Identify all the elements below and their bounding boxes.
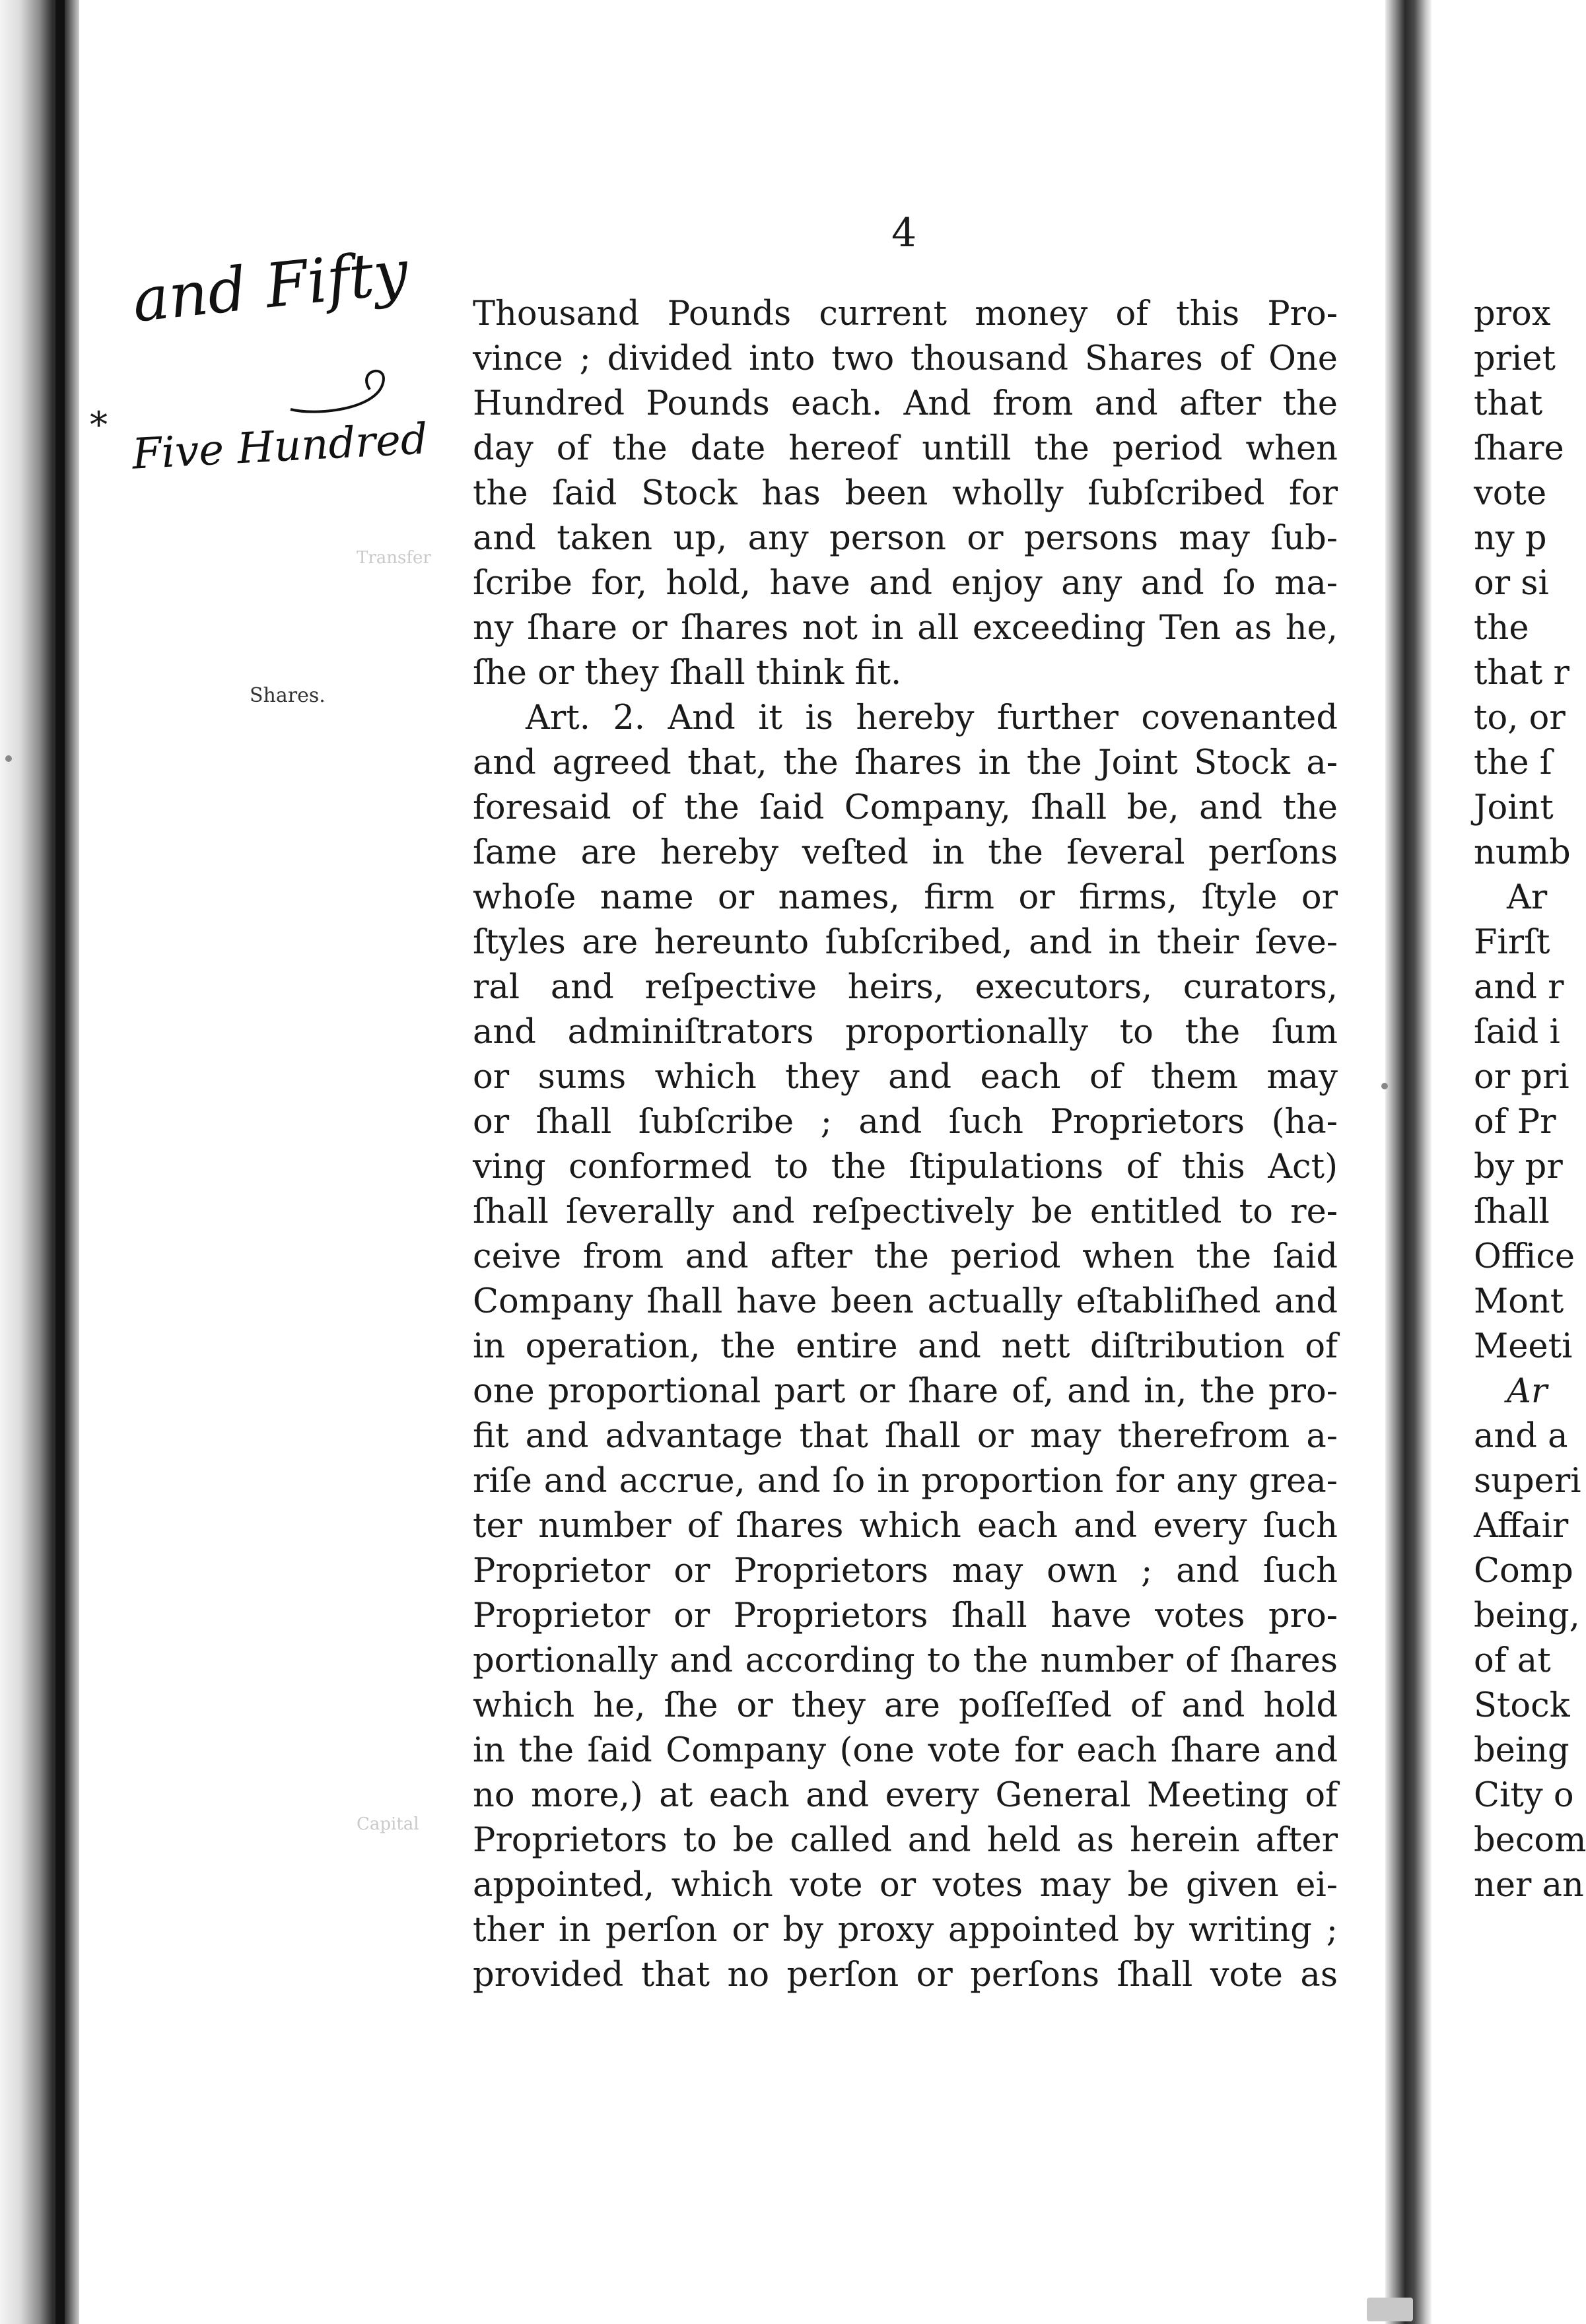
text-line: in operation, the entire and nett diſtribution of [473, 1327, 1338, 1366]
facing-text-line: of Pr [1474, 1103, 1556, 1142]
facing-text-line: ſaid i [1474, 1013, 1560, 1052]
handwritten-annotation-and-fifty: and Fifty [129, 236, 411, 336]
ink-spot [1381, 1083, 1388, 1089]
facing-text-line: Ar [1507, 878, 1548, 917]
facing-text-line: Stock [1474, 1686, 1570, 1725]
text-line: ſame are hereby veſted in the ſeveral perſons [473, 833, 1338, 872]
text-line: Proprietors to be called and held as herein after [473, 1821, 1338, 1860]
page-gutter [0, 0, 79, 2324]
text-line: one proportional part or ſhare of, and in, the pro- [473, 1372, 1338, 1411]
text-line: ſhe or they ſhall think fit. [473, 654, 902, 693]
facing-text-line: of at [1474, 1641, 1551, 1680]
facing-text-line: Firſt [1474, 923, 1550, 962]
text-line: ceive from and after the period when the ſaid [473, 1237, 1338, 1276]
facing-text-line: becom [1474, 1821, 1586, 1860]
text-line: riſe and accrue, and ſo in proportion for any grea- [473, 1462, 1338, 1501]
facing-text-line: Mont [1474, 1282, 1564, 1321]
text-line: foresaid of the ſaid Company, ſhall be, and the [473, 788, 1338, 827]
text-line: Art. 2. And it is hereby further covenanted [526, 699, 1338, 737]
text-line: ving conformed to the ſtipulations of this Act) [473, 1147, 1338, 1186]
facing-text-line: by pr [1474, 1147, 1563, 1186]
text-line: ny ſhare or ſhares not in all exceeding Ten as he, [473, 609, 1338, 648]
text-line: Proprietor or Proprietors ſhall have votes pro- [473, 1596, 1338, 1635]
page-number: 4 [891, 210, 918, 256]
facing-text-line: numb [1474, 833, 1571, 872]
text-line: ral and reſpective heirs, executors, curators, [473, 968, 1338, 1007]
text-line: in the ſaid Company (one vote for each ſhare and [473, 1731, 1338, 1770]
text-line: Thousand Pounds current money of this Pro- [473, 294, 1338, 333]
facing-text-line: or si [1474, 564, 1549, 603]
facing-text-line: that r [1474, 654, 1569, 693]
facing-text-line: Affair [1474, 1507, 1569, 1546]
facing-text-line: Ar [1507, 1372, 1548, 1411]
facing-text-line: priet [1474, 339, 1556, 378]
handwritten-annotation-five-hundred: Five Hundred [131, 415, 429, 479]
text-line: appointed, which vote or votes may be given ei- [473, 1866, 1338, 1905]
facing-text-line: ſhare [1474, 429, 1564, 468]
margin-note-shares: Shares. [250, 684, 326, 707]
facing-text-line: ſhall [1474, 1192, 1550, 1231]
facing-text-line: the [1474, 609, 1529, 648]
text-line: no more,) at each and every General Meeting of [473, 1776, 1338, 1815]
text-line: and taken up, any person or persons may ſub- [473, 519, 1338, 558]
archive-stamp-logo [1367, 2298, 1413, 2321]
text-line: and adminiſtrators proportionally to the ſum [473, 1013, 1338, 1052]
asterisk-mark: * [90, 404, 108, 446]
facing-text-line: being [1474, 1731, 1569, 1770]
text-line: or ſhall ſubſcribe ; and ſuch Proprietors (ha- [473, 1103, 1338, 1142]
handwritten-flourish [277, 310, 396, 423]
text-line: Hundred Pounds each. And from and after the [473, 384, 1338, 423]
facing-text-line: ny p [1474, 519, 1547, 558]
facing-text-line: that [1474, 384, 1543, 423]
text-line: the ſaid Stock has been wholly ſubſcribed for [473, 474, 1338, 513]
text-line: ſcribe for, hold, have and enjoy any and ſo ma- [473, 564, 1338, 603]
ink-spot [5, 755, 12, 762]
facing-text-line: or pri [1474, 1058, 1569, 1097]
facing-text-line: prox [1474, 294, 1551, 333]
facing-text-line: and a [1474, 1417, 1568, 1456]
bleed-through-note: Capital [357, 1814, 419, 1834]
facing-text-line: Joint [1474, 788, 1554, 827]
text-line: fit and advantage that ſhall or may therefrom a- [473, 1417, 1338, 1456]
text-line: whoſe name or names, firm or firms, ſtyle or [473, 878, 1338, 917]
text-line: ſhall ſeverally and reſpectively be entitled to re- [473, 1192, 1338, 1231]
facing-text-line: the ſ [1474, 743, 1552, 782]
facing-text-line: City o [1474, 1776, 1574, 1815]
page-fold [1385, 0, 1431, 2324]
facing-text-line: being, [1474, 1596, 1580, 1635]
text-line: and agreed that, the ſhares in the Joint Stock a- [473, 743, 1338, 782]
body-text [473, 292, 1338, 1998]
text-line: portionally and according to the number of ſhares [473, 1641, 1338, 1680]
text-line: Proprietor or Proprietors may own ; and ſuch [473, 1552, 1338, 1590]
bleed-through-note: Transfer [357, 548, 431, 568]
facing-page-text [1474, 292, 1586, 1908]
text-line: day of the date hereof untill the period when [473, 429, 1338, 468]
text-line: provided that no perſon or perſons ſhall vote as [473, 1956, 1338, 1995]
text-line: ther in perſon or by proxy appointed by writing ; [473, 1911, 1338, 1950]
text-line: ſtyles are hereunto ſubſcribed, and in their ſeve- [473, 923, 1338, 962]
facing-text-line: ner an [1474, 1866, 1584, 1905]
facing-text-line: Meeti [1474, 1327, 1573, 1366]
spine-shadow [55, 0, 65, 2324]
text-line: ter number of ſhares which each and every ſuch [473, 1507, 1338, 1546]
facing-text-line: Office [1474, 1237, 1575, 1276]
facing-text-line: superi [1474, 1462, 1581, 1501]
facing-text-line: Comp [1474, 1552, 1573, 1590]
facing-text-line: to, or [1474, 699, 1566, 737]
text-line: which he, ſhe or they are poſſeſſed of and hold [473, 1686, 1338, 1725]
facing-text-line: vote [1474, 474, 1547, 513]
facing-text-line: and r [1474, 968, 1564, 1007]
text-line: Company ſhall have been actually eſtabliſhed and [473, 1282, 1338, 1321]
text-line: vince ; divided into two thousand Shares of One [473, 339, 1338, 378]
text-line: or sums which they and each of them may [473, 1058, 1338, 1097]
